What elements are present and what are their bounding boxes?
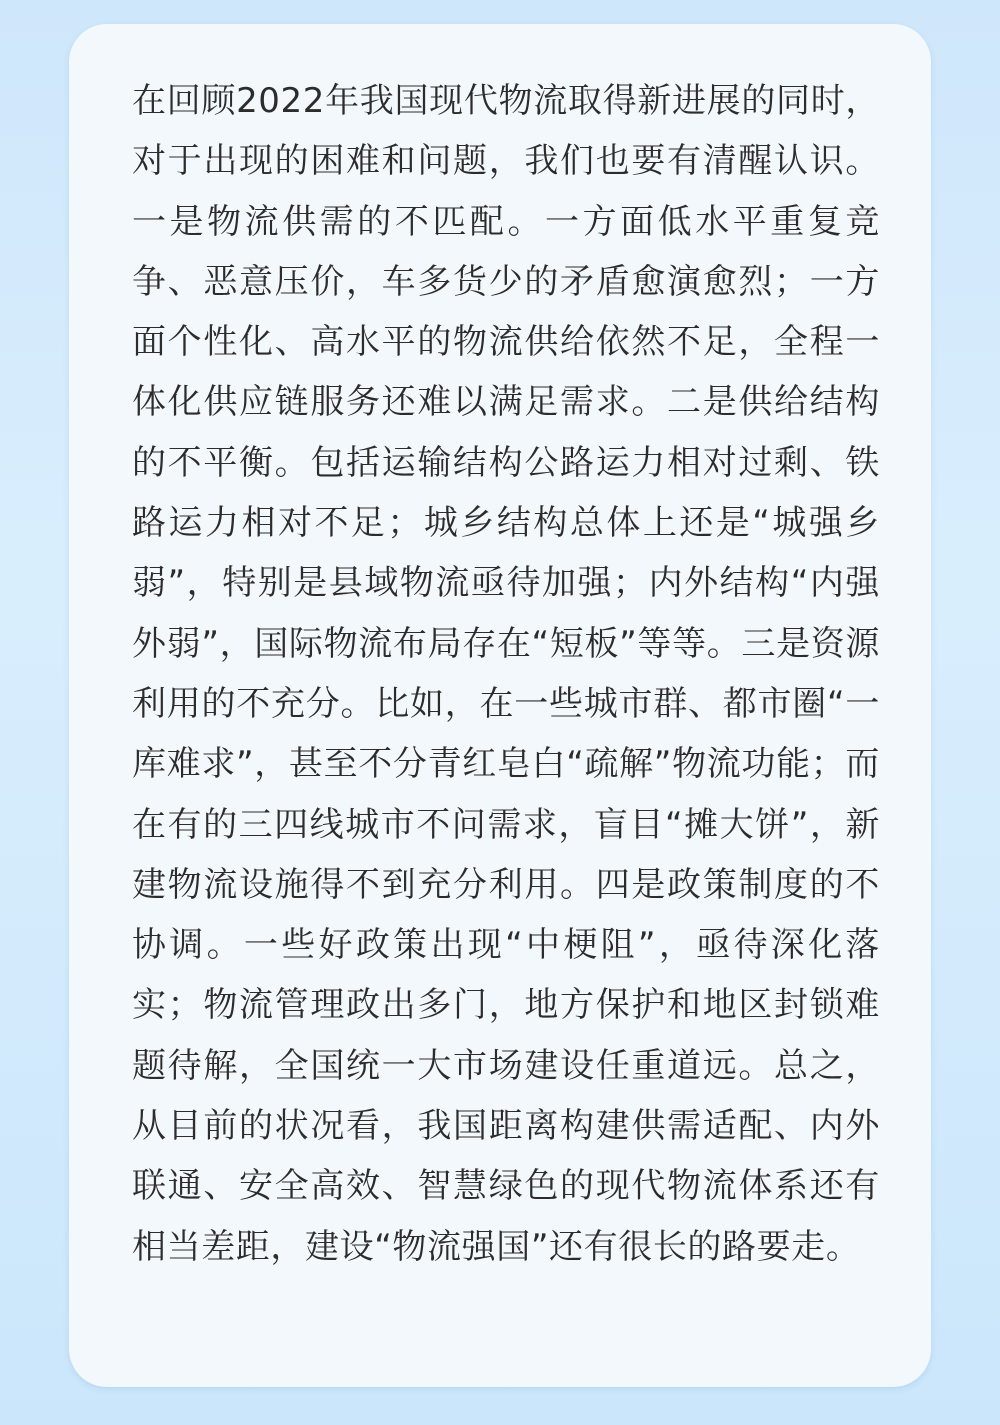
article-body: 在回顾2022年我国现代物流取得新进展的同时，对于出现的困难和问题，我们也要有清醒认识。一是物流供需的不匹配。一方面低水平重复竞争、恶意压价，车多货少的矛盾愈演愈烈；一方面个性化、高水平的物流供给依然不足，全程一体化供应链服务还难以满足需求。二是供给结构的不平衡。包括运输结构公路运力相对过剩、铁路运力相对不足；城乡结构总体上还是“城强乡弱”，特别是县域物流亟待加强；内外结构“内强外弱”，国际物流布局存在“短板”等等。三是资源利用的不充分。比如，在一些城市群、都市圈“一库难求”，甚至不分青红皂白“疏解”物流功能；而在有的三四线城市不问需求，盲目“摊大饼”，新建物流设施得不到充分利用。四是政策制度的不协调。一些好政策出现“中梗阻”，亟待深化落实；物流管理政出多门，地方保护和地区封锁难题待解，全国统一大市场建设任重道远。总之，从目前的状况看，我国距离构建供需适配、内外联通、安全高效、智慧绿色的现代物流体系还有相当差距，建设“物流强国”还有很长的路要走。 — [132, 81, 880, 1267]
